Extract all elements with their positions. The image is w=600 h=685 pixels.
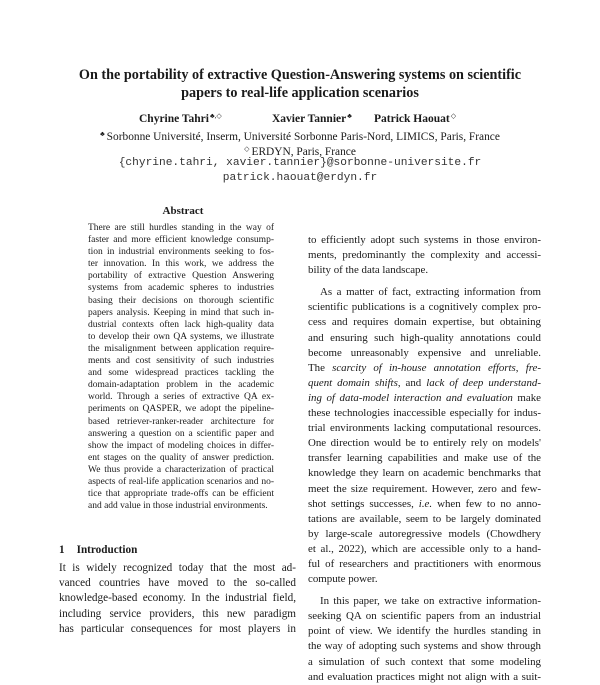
text-line: has particular consequences for most players in bbox=[59, 622, 296, 635]
text-line: periments on QASPER, we adopt the pipeline- bbox=[88, 404, 274, 415]
text-line: There are still hurdles standing in the way of bbox=[88, 223, 274, 233]
text-line: systems from academic spheres to industries bbox=[88, 283, 274, 294]
author-name: Xavier Tannier bbox=[272, 113, 347, 125]
title-line: On the portability of extractive Question-Answering systems on scientific bbox=[78, 67, 522, 83]
text-line: a simulation of such context that some modeling bbox=[308, 655, 541, 668]
text-line: become unreasonably expensive and unreliable. bbox=[308, 346, 541, 359]
text-line: the way of adopting such systems and show through bbox=[308, 640, 541, 653]
text-line: knowledge-based economy. In the industrial field, bbox=[59, 592, 296, 605]
text-line: ter innovation. In this work, we address the bbox=[88, 259, 274, 270]
text-line: and some widespread practices tackling the bbox=[88, 368, 274, 379]
text-line: meet the size requirement. However, zero and few- bbox=[308, 482, 541, 495]
emphasis: scarcity of in-house annotation efforts bbox=[332, 361, 516, 374]
text-line: tice that appropriate trade-offs can be efficient bbox=[88, 489, 274, 500]
text-line: We thus provide a characterization of practical bbox=[88, 464, 274, 475]
author bbox=[374, 112, 456, 125]
text-line: ful of researchers and practitioners with enormous bbox=[308, 557, 541, 570]
text-line: the misalignment between application require- bbox=[88, 343, 274, 354]
author-list bbox=[60, 112, 540, 128]
text-line: faster and more efficient knowledge consump- bbox=[88, 235, 274, 246]
text-line: to efficiently adopt such systems in those environ- bbox=[308, 234, 541, 246]
affiliation-mark: ◇ bbox=[244, 145, 250, 153]
author-name: Patrick Haouat bbox=[374, 113, 450, 125]
emphasis: ing of data-model interaction and evaluation bbox=[308, 391, 513, 404]
author bbox=[272, 112, 352, 125]
author-affiliation-mark: ◇ bbox=[450, 112, 457, 120]
text-line: vanced countries have moved to the so-called bbox=[59, 577, 296, 590]
text-line: to develop their own QA systems, we illustrate bbox=[88, 331, 274, 342]
text-line: ent stages on the quality of answer prediction. bbox=[88, 452, 274, 463]
text-line: basing their decisions on thorough scientific bbox=[88, 295, 274, 306]
text-line: trial environments lacking computational resources. bbox=[308, 422, 541, 435]
text-line: papers analysis. Keeping in mind that such in- bbox=[88, 307, 274, 318]
affiliation-text: ERDYN, Paris, France bbox=[251, 146, 356, 158]
abstract-body bbox=[88, 222, 274, 512]
emphasis: i.e. bbox=[418, 497, 433, 510]
text-line: ments, predominantly the complexity and accessi- bbox=[308, 249, 541, 262]
text-line: based retriever-ranker-reader architecture for bbox=[88, 416, 274, 427]
text-line: compute power. bbox=[308, 573, 378, 586]
text-line: and ensuring such high-quality annotations could bbox=[308, 331, 541, 344]
paper-title bbox=[60, 66, 540, 102]
text-line: these technologies inaccessible especially for indus- bbox=[308, 407, 541, 420]
text-line: dustrial contexts often lack high-quality data bbox=[88, 319, 274, 330]
section-heading bbox=[59, 544, 137, 556]
text-line: world. Through a series of extractive QA ex- bbox=[88, 392, 274, 403]
text-line: show the impact of modeling choices in differ- bbox=[88, 440, 274, 451]
section-number: 1 bbox=[59, 544, 65, 556]
text-line: knowledge they learn on academic benchmarks that bbox=[308, 467, 541, 480]
author bbox=[139, 112, 222, 125]
text-line: The scarcity of in-house annotation efforts, fre- bbox=[308, 361, 542, 374]
paragraph bbox=[308, 233, 541, 278]
emphasis: lack of deep understand- bbox=[426, 376, 541, 389]
text-line: tations are available, seem to be largely dominated bbox=[308, 512, 541, 525]
author-affiliation-mark: ♣,◇ bbox=[209, 112, 222, 120]
text-line: shot settings successes, i.e. when few to no anno- bbox=[308, 497, 542, 510]
text-line: tion in industrial environments seeking to fos- bbox=[88, 247, 274, 258]
section-title: Introduction bbox=[76, 544, 138, 556]
text-line: cess and requires domain expertise, but obtaining bbox=[308, 316, 541, 329]
introduction-body bbox=[59, 561, 296, 637]
text-line: including service providers, this new paradigm bbox=[59, 607, 296, 620]
text-line: ing of data-model interaction and evaluation make bbox=[308, 391, 541, 404]
text-line: transfer learning capabilities and make use of the bbox=[308, 452, 541, 465]
text-line: ments and cost sensitivity of such industries bbox=[88, 356, 274, 367]
affiliation-text: Sorbonne Université, Inserm, Université Sorbonne Paris-Nord, LIMICS, Paris, France bbox=[106, 131, 500, 143]
text-line: point of view. We identify the hurdles standing in bbox=[308, 625, 541, 638]
paragraph bbox=[308, 285, 541, 587]
text-line: aspects of real-life application scenarios and no- bbox=[88, 476, 274, 487]
author-affiliation-mark: ♣ bbox=[347, 112, 352, 120]
paragraph bbox=[308, 594, 541, 685]
emphasis: quent domain shifts bbox=[308, 376, 398, 389]
text-line: seeking QA on scientific papers from an industrial bbox=[308, 610, 541, 623]
title-line: papers to real-life application scenarios bbox=[181, 85, 419, 101]
text-line: domain-adaptation problem in the academic bbox=[88, 380, 274, 391]
author-email: patrick.haouat@erdyn.fr bbox=[222, 172, 378, 184]
text-line: It is widely recognized today that the most ad- bbox=[59, 562, 296, 574]
right-column bbox=[308, 233, 541, 685]
text-line: One direction would be to entirely rely on models' bbox=[308, 437, 541, 450]
text-line: et al., 2022), which are accessible only to a hand- bbox=[308, 542, 541, 555]
text-line: answering a question on a scientific paper and bbox=[88, 428, 274, 439]
text-line: scientific publications is a cognitively complex pro- bbox=[308, 301, 541, 314]
text-line: and evaluation practices might not align with a suit- bbox=[308, 670, 541, 683]
text-line: by large-scale autoregressive models (Chowdhery bbox=[308, 527, 541, 540]
affiliation-mark: ♣ bbox=[100, 130, 105, 138]
text-line: quent domain shifts, and lack of deep understand- bbox=[308, 376, 541, 389]
text-line: As a matter of fact, extracting information from bbox=[320, 286, 541, 299]
abstract-heading: Abstract bbox=[162, 205, 204, 217]
author-email: {chyrine.tahri, xavier.tannier}@sorbonne-universite.fr bbox=[118, 157, 482, 169]
emphasis: fre- bbox=[525, 361, 542, 374]
text-line: bility of the data landscape. bbox=[308, 264, 429, 277]
text-line: portability of extractive Question Answering bbox=[88, 271, 274, 282]
text-line: and add value in those industrial environments. bbox=[88, 501, 268, 512]
text-line: In this paper, we take on extractive information- bbox=[320, 595, 541, 608]
author-name: Chyrine Tahri bbox=[139, 113, 209, 125]
